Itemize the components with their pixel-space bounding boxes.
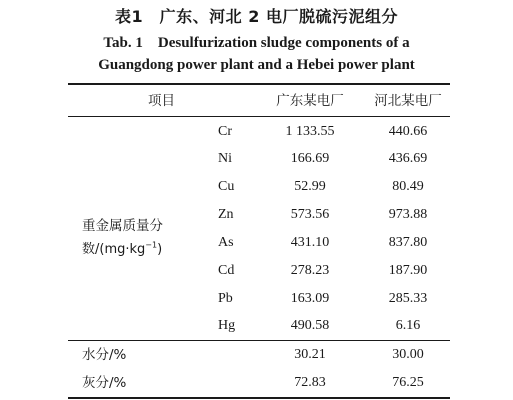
guangdong-value: 573.56 xyxy=(290,207,330,222)
header-guangdong: 广东某电厂 xyxy=(276,93,344,109)
element-label: Cu xyxy=(218,179,235,194)
moisture-hebei-value: 30.00 xyxy=(392,347,424,362)
guangdong-value: 278.23 xyxy=(290,263,330,278)
hebei-value: 837.80 xyxy=(388,235,428,250)
element-label: As xyxy=(218,235,234,250)
hebei-value: 973.88 xyxy=(388,207,428,222)
hebei-value: 187.90 xyxy=(388,263,428,278)
element-label: Cd xyxy=(218,263,235,278)
guangdong-value: 490.58 xyxy=(290,318,330,333)
table-bottom-rule xyxy=(68,397,450,399)
header-hebei: 河北某电厂 xyxy=(374,93,442,109)
guangdong-value: 166.69 xyxy=(290,151,330,166)
element-label: Cr xyxy=(218,124,232,139)
guangdong-value: 52.99 xyxy=(294,179,326,194)
guangdong-value: 431.10 xyxy=(290,235,330,250)
moisture-guangdong-value: 30.21 xyxy=(294,347,326,362)
guangdong-value: 1 133.55 xyxy=(285,124,335,139)
table-caption-zh: 表1 广东、河北 2 电厂脱硫污泥组分 xyxy=(115,7,398,26)
table-caption-en-line1: Tab. 1 Desulfurization sludge components of a xyxy=(103,35,410,51)
element-label: Zn xyxy=(218,207,234,222)
ash-label: 灰分/% xyxy=(82,375,127,391)
header-item: 项目 xyxy=(148,93,175,109)
header-rule xyxy=(68,116,450,117)
element-label: Hg xyxy=(218,318,236,333)
table-top-rule xyxy=(68,83,450,85)
hebei-value: 436.69 xyxy=(388,151,428,166)
metals-group-label-line1: 重金属质量分 xyxy=(82,218,163,234)
hebei-value: 6.16 xyxy=(395,318,421,333)
metals-group-label-line2: 数$/(mg\cdot kg^{-1})$ xyxy=(82,240,163,257)
hebei-value: 440.66 xyxy=(388,124,428,139)
metals-group-label xyxy=(82,214,163,262)
element-label: Pb xyxy=(218,291,233,306)
element-label: Ni xyxy=(218,151,232,166)
hebei-value: 285.33 xyxy=(388,291,428,306)
table-caption-en-line2: Guangdong power plant and a Hebei power plant xyxy=(98,57,415,73)
guangdong-value: 163.09 xyxy=(290,291,330,306)
ash-hebei-value: 76.25 xyxy=(392,375,424,390)
moisture-label: 水分/% xyxy=(82,347,127,363)
metals-bottom-rule xyxy=(68,340,450,341)
ash-guangdong-value: 72.83 xyxy=(294,375,326,390)
hebei-value: 80.49 xyxy=(392,179,424,194)
